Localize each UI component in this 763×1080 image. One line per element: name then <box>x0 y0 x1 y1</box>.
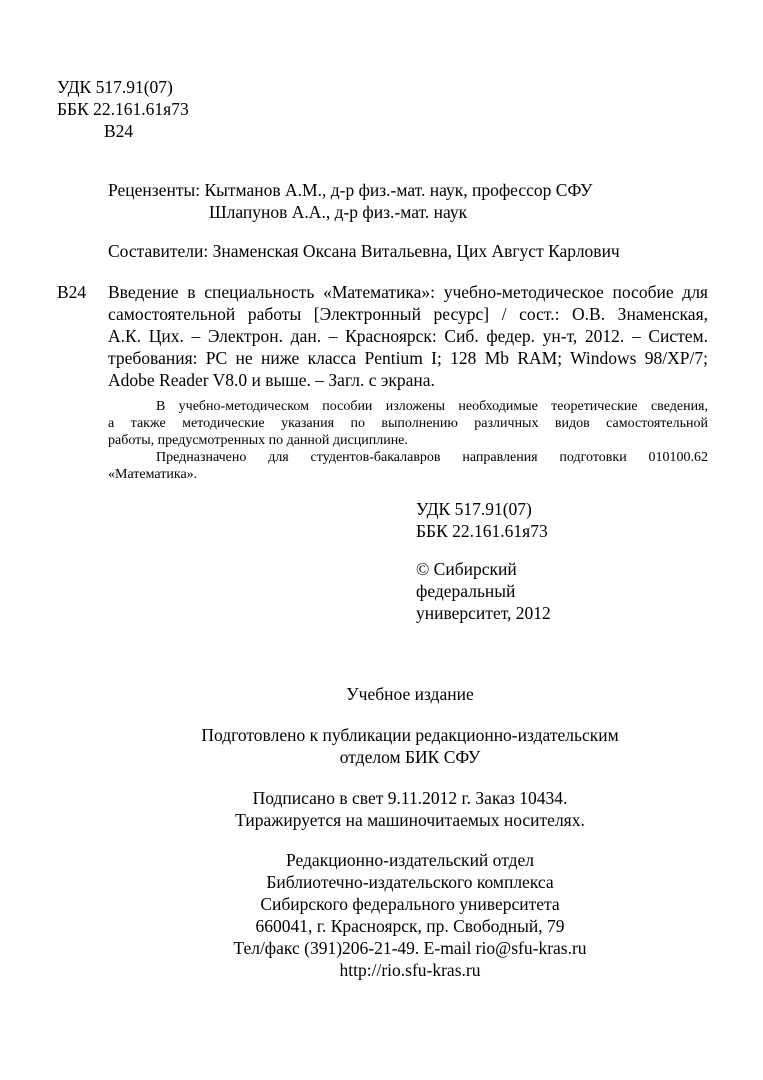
prepared-line-1: Подготовлено к публикации редакционно-издательским <box>201 725 619 745</box>
copyright-line-1: © Сибирский <box>416 559 517 579</box>
udk-code-top: УДК 517.91(07) <box>57 77 173 97</box>
entry-line-2: самостоятельной работы [Электронный ресурс] / сост.: О.В. Знаменская, <box>108 304 708 324</box>
annotation-line-2: а также методические указания по выполнению различных видов самостоятельной <box>108 416 708 431</box>
reviewers-second-line: Шлапунов А.А., д-р физ.-мат. наук <box>209 202 468 222</box>
annotation-line-1: В учебно-методическом пособии изложены необходимые теоретические сведения, <box>156 399 708 414</box>
annotation-line-3: работы, предусмотренных по данной дисциплине. <box>108 433 408 448</box>
prepared-line-2: отделом БИК СФУ <box>339 747 481 767</box>
copyright-line-2: федеральный <box>416 581 516 601</box>
reviewers-line: Рецензенты: Кытманов А.М., д-р физ.-мат. наук, профессор СФУ <box>108 180 593 200</box>
entry-line-3: А.К. Цих. – Электрон. дан. – Красноярск: Сиб. федер. ун-т, 2012. – Систем. <box>108 326 708 346</box>
publisher-line-2: Библиотечно-издательского комплекса <box>266 872 554 892</box>
entry-line-5: Adobe Reader V8.0 и выше. – Загл. с экрана. <box>108 370 435 390</box>
publisher-line-1: Редакционно-издательский отдел <box>285 850 535 870</box>
annotation-line-4: Предназначено для студентов-бакалавров направления подготовки 010100.62 <box>156 450 708 465</box>
entry-line-4: требования: PC не ниже класса Pentium I; 128 Mb RAM; Windows 98/XP/7; <box>108 348 708 368</box>
author-mark-top: В24 <box>104 121 134 141</box>
edition-type: Учебное издание <box>346 684 474 704</box>
publisher-contacts: Тел/факс (391)206-21-49. E-mail rio@sfu-kras.ru <box>233 938 587 958</box>
signed-line-2: Тиражируется на машиночитаемых носителях. <box>235 810 585 830</box>
bbk-code-bottom: ББК 22.161.61я73 <box>416 521 548 541</box>
publisher-website-link[interactable]: http://rio.sfu-kras.ru <box>339 960 481 980</box>
copyright-line-3: университет, 2012 <box>416 603 551 623</box>
author-mark-entry: В24 <box>57 282 87 302</box>
bbk-code-top: ББК 22.161.61я73 <box>57 99 189 119</box>
publisher-address: 660041, г. Красноярск, пр. Свободный, 79 <box>255 916 565 936</box>
udk-code-bottom: УДК 517.91(07) <box>416 499 532 519</box>
publisher-line-3: Сибирского федерального университета <box>260 894 560 914</box>
entry-line-1: Введение в специальность «Математика»: учебно-методическое пособие для <box>108 282 708 302</box>
signed-line-1: Подписано в свет 9.11.2012 г. Заказ 10434. <box>252 788 568 808</box>
annotation-line-5: «Математика». <box>108 467 198 482</box>
compilers-line: Составители: Знаменская Оксана Витальевна, Цих Август Карлович <box>108 241 620 261</box>
